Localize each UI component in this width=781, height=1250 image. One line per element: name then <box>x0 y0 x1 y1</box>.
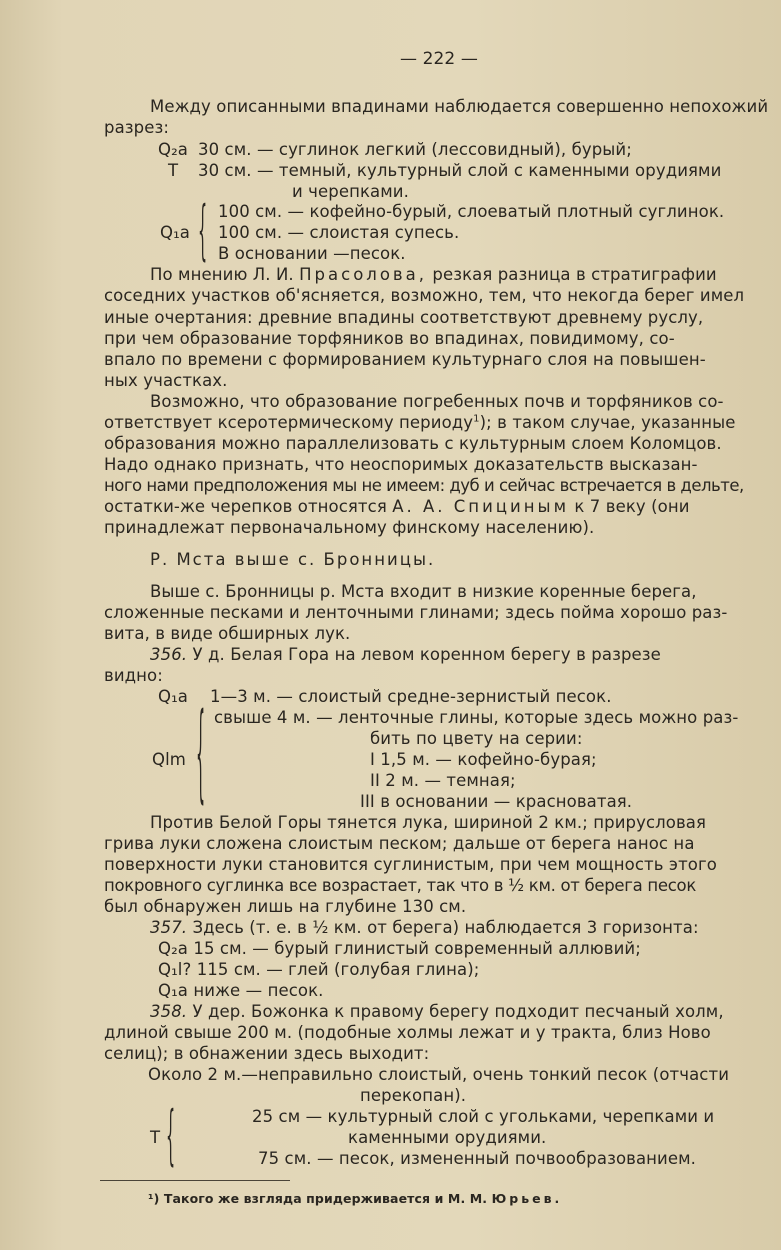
author-name: Прасолова, <box>299 265 428 284</box>
text-line: ного нами предположения мы не имеем: дуб и сейчас встречается в дельте, <box>104 476 744 495</box>
text-span: к 7 веку (они <box>574 497 690 516</box>
stratum-index: Qlm <box>152 750 186 769</box>
text-line: при чем образование торфяников во впадинах, повидимому, со- <box>104 329 675 348</box>
text-line: 100 см. — кофейно-бурый, слоеватый плотный суглинок. <box>218 202 725 221</box>
text-span: У дер. Божонка к правому берегу подходит песчаный холм, <box>192 1002 724 1021</box>
text-line: разрез: <box>104 118 170 137</box>
text-line: видно: <box>104 666 163 685</box>
section-number: 357. <box>150 918 188 937</box>
stratum-index: Q₁a <box>158 687 189 706</box>
footnote <box>148 1188 562 1210</box>
stratum-index: Q₁a <box>160 223 191 242</box>
text-span: ); в таком случае, указанные <box>479 413 736 432</box>
stratum-index: T <box>150 1128 161 1147</box>
text-line: Q₁a ниже — песок. <box>158 981 324 1000</box>
footnote-text: Такого же взгляда придерживается и М. М. <box>163 1191 488 1206</box>
text-line: поверхности луки становится суглинистым, при чем мощность этого <box>104 855 717 874</box>
text-line: принадлежат первоначальному финскому населению). <box>104 518 595 537</box>
curly-brace: { <box>166 1097 176 1174</box>
text-line: 100 см. — слоистая супесь. <box>218 223 460 242</box>
text-line: 30 см. — темный, культурный слой с каменными орудиями <box>198 161 722 180</box>
text-line: покровного суглинка все возрастает, так что в ½ км. от берега песок <box>104 876 696 895</box>
footnote-mark: ¹) <box>148 1191 160 1206</box>
text-line: ных участках. <box>104 371 228 390</box>
text-line: сложенные песками и ленточными глинами; здесь пойма хорошо раз- <box>104 603 728 622</box>
text-line: 75 см. — песок, измененный почвообразованием. <box>258 1149 697 1168</box>
text-line: Q₁l? 115 см. — глей (голубая глина); <box>158 960 480 979</box>
text-line: длиной свыше 200 м. (подобные холмы лежат и у тракта, близ Ново <box>104 1023 711 1042</box>
text-span: ответствует ксеротермическому периоду <box>104 413 474 432</box>
text-line: I 1,5 м. — кофейно-бурая; <box>370 750 597 769</box>
footnote-author: Юрьев. <box>491 1191 563 1206</box>
text-line: селиц); в обнажении здесь выходит: <box>104 1044 430 1063</box>
page-number: — 222 — <box>400 49 478 69</box>
text-line: был обнаружен лишь на глубине 130 см. <box>104 897 467 916</box>
curly-brace: { <box>196 691 206 815</box>
text-line: Q₂a 15 см. — бурый глинистый современный аллювий; <box>158 939 641 958</box>
paragraph-line <box>150 644 661 666</box>
text-line: бить по цвету на серии: <box>370 729 583 748</box>
text-span: У д. Белая Гора на левом коренном берегу в разрезе <box>192 645 661 664</box>
paragraph-line <box>150 1001 724 1023</box>
text-span: По мнению Л. И. <box>150 265 294 284</box>
text-line: вита, в виде обширных лук. <box>104 624 351 643</box>
text-line: 25 см — культурный слой с угольками, черепками и <box>252 1107 715 1126</box>
text-line: Между описанными впадинами наблюдается совершенно непохожий <box>150 97 769 116</box>
section-number: 356. <box>150 645 188 664</box>
text-span: резкая разница в стратиграфии <box>432 265 717 284</box>
text-line: грива луки сложена слоистым песком; дальше от берега нанос на <box>104 834 695 853</box>
text-line: Надо однако признать, что неоспоримых доказательств высказан- <box>104 455 698 474</box>
section-heading: Р. Мста выше с. Бронницы. <box>150 550 436 569</box>
text-line: впало по времени с формированием культурнаго слоя на повышен- <box>104 350 706 369</box>
text-line: 1—3 м. — слоистый средне-зернистый песок. <box>210 687 612 706</box>
text-span: Здесь (т. е. в ½ км. от берега) наблюдается 3 горизонта: <box>192 918 699 937</box>
text-line: III в основании — красноватая. <box>360 792 633 811</box>
text-line: Выше с. Бронницы р. Мста входит в низкие коренные берега, <box>150 582 697 601</box>
footnote-ref: 1 <box>473 413 480 425</box>
text-line: соседних участков об'ясняется, возможно, тем, что некогда берег имел <box>104 286 745 305</box>
text-line: иные очертания: древние впадины соответствуют древнему руслу, <box>104 308 704 327</box>
text-line: и черепками. <box>292 182 409 201</box>
footnote-divider <box>100 1180 290 1181</box>
text-line: В основании —песок. <box>218 244 406 263</box>
text-line: II 2 м. — темная; <box>370 771 516 790</box>
text-line: Против Белой Горы тянется лука, шириной 2 км.; прирусловая <box>150 813 707 832</box>
paragraph-line <box>104 412 735 434</box>
stratum-index: T <box>168 161 179 180</box>
paragraph-line <box>104 496 690 518</box>
text-line: Возможно, что образование погребенных почв и торфяников со- <box>150 392 724 411</box>
curly-brace: { <box>198 192 208 269</box>
author-name: А. А. Спициным <box>392 497 570 516</box>
paragraph-line <box>150 264 717 286</box>
text-line: каменными орудиями. <box>348 1128 547 1147</box>
stratum-index: Q₂a <box>158 140 189 159</box>
text-line: перекопан). <box>360 1086 467 1105</box>
text-line: Около 2 м.—неправильно слоистый, очень тонкий песок (отчасти <box>148 1065 730 1084</box>
text-line: свыше 4 м. — ленточные глины, которые здесь можно раз- <box>214 708 739 727</box>
text-line: 30 см. — суглинок легкий (лессовидный), бурый; <box>198 140 632 159</box>
paragraph-line <box>150 917 699 939</box>
section-number: 358. <box>150 1002 188 1021</box>
text-line: образования можно параллелизовать с культурным слоем Коломцов. <box>104 434 722 453</box>
text-span: остатки-же черепков относятся <box>104 497 387 516</box>
